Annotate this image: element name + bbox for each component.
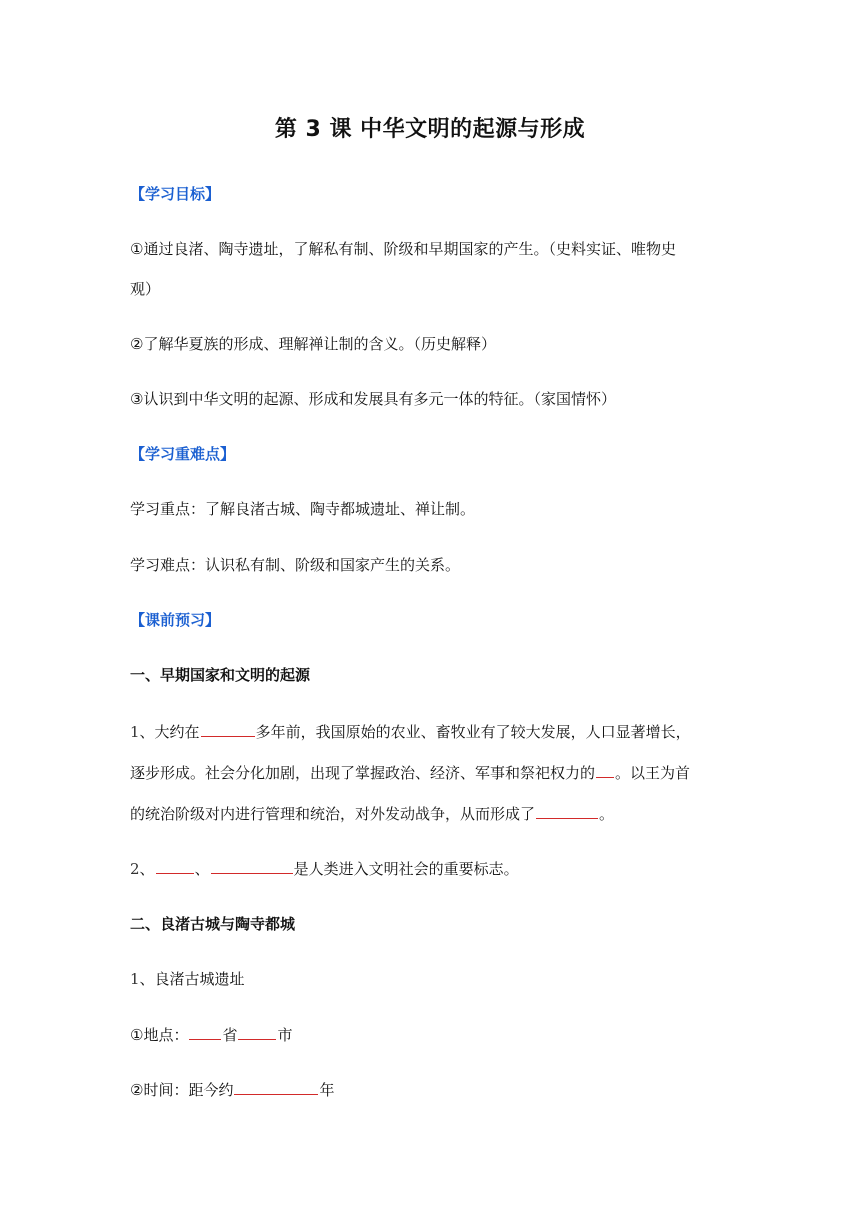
key-point: 学习重点：了解良渚古城、陶寺都城遗址、禅让制。 [130,500,476,518]
question-text: 、 [194,860,210,878]
question-text: 年 [319,1081,335,1099]
question-text: 是人类进入文明社会的重要标志。 [293,860,519,878]
time-line [130,1079,730,1100]
keypoints-heading: 【学习重难点】 [130,445,236,463]
fill-blank[interactable] [536,803,598,819]
location-line [130,1024,730,1045]
question-2 [130,858,730,879]
question-1-line1 [130,721,730,742]
question-text: ②时间：距今约 [130,1081,234,1099]
question-text: 。 [599,805,615,823]
fill-blank[interactable] [238,1024,276,1040]
fill-blank[interactable] [201,721,255,737]
question-text: 市 [277,1026,293,1044]
question-text: 、大约在 [139,723,200,741]
fill-blank[interactable] [596,762,614,778]
objective-2: ②了解华夏族的形成、理解禅让制的含义。（历史解释） [130,335,496,353]
objective-1-line2: 观） [130,280,161,298]
preview-heading: 【课前预习】 [130,611,221,629]
question-number: 2 [130,860,140,878]
fill-blank[interactable] [156,858,194,874]
fill-blank[interactable] [234,1079,318,1095]
objective-3: ③认识到中华文明的起源、形成和发展具有多元一体的特征。（家国情怀） [130,390,616,408]
question-1-line3 [130,803,730,824]
question-text: 、良渚古城遗址 [139,970,245,988]
question-text: 、 [139,860,155,878]
question-number: 1 [130,970,140,988]
fill-blank[interactable] [189,1024,221,1040]
question-text: 多年前，我国原始的农业、畜牧业有了较大发展，人口显著增长， [255,723,691,741]
question-1-line2 [130,762,730,783]
fill-blank[interactable] [211,858,293,874]
difficult-point: 学习难点：认识私有制、阶级和国家产生的关系。 [130,556,461,574]
part2-question-1 [130,969,730,989]
question-text: 省 [222,1026,238,1044]
question-number: 1 [130,723,140,741]
part2-heading: 二、良渚古城与陶寺都城 [130,915,296,933]
objective-1-line1: ①通过良渚、陶寺遗址，了解私有制、阶级和早期国家的产生。（史料实证、唯物史 [130,240,676,258]
part1-heading: 一、早期国家和文明的起源 [130,666,311,684]
question-text: 。以王为首 [615,764,691,782]
page-title: 第 3 课 中华文明的起源与形成 [274,117,586,142]
question-text: ①地点： [130,1026,189,1044]
question-text: 的统治阶级对内进行管理和统治，对外发动战争，从而形成了 [130,805,536,823]
objectives-heading: 【学习目标】 [130,185,221,203]
question-text: 逐步形成。社会分化加剧，出现了掌握政治、经济、军事和祭祀权力的 [130,764,596,782]
